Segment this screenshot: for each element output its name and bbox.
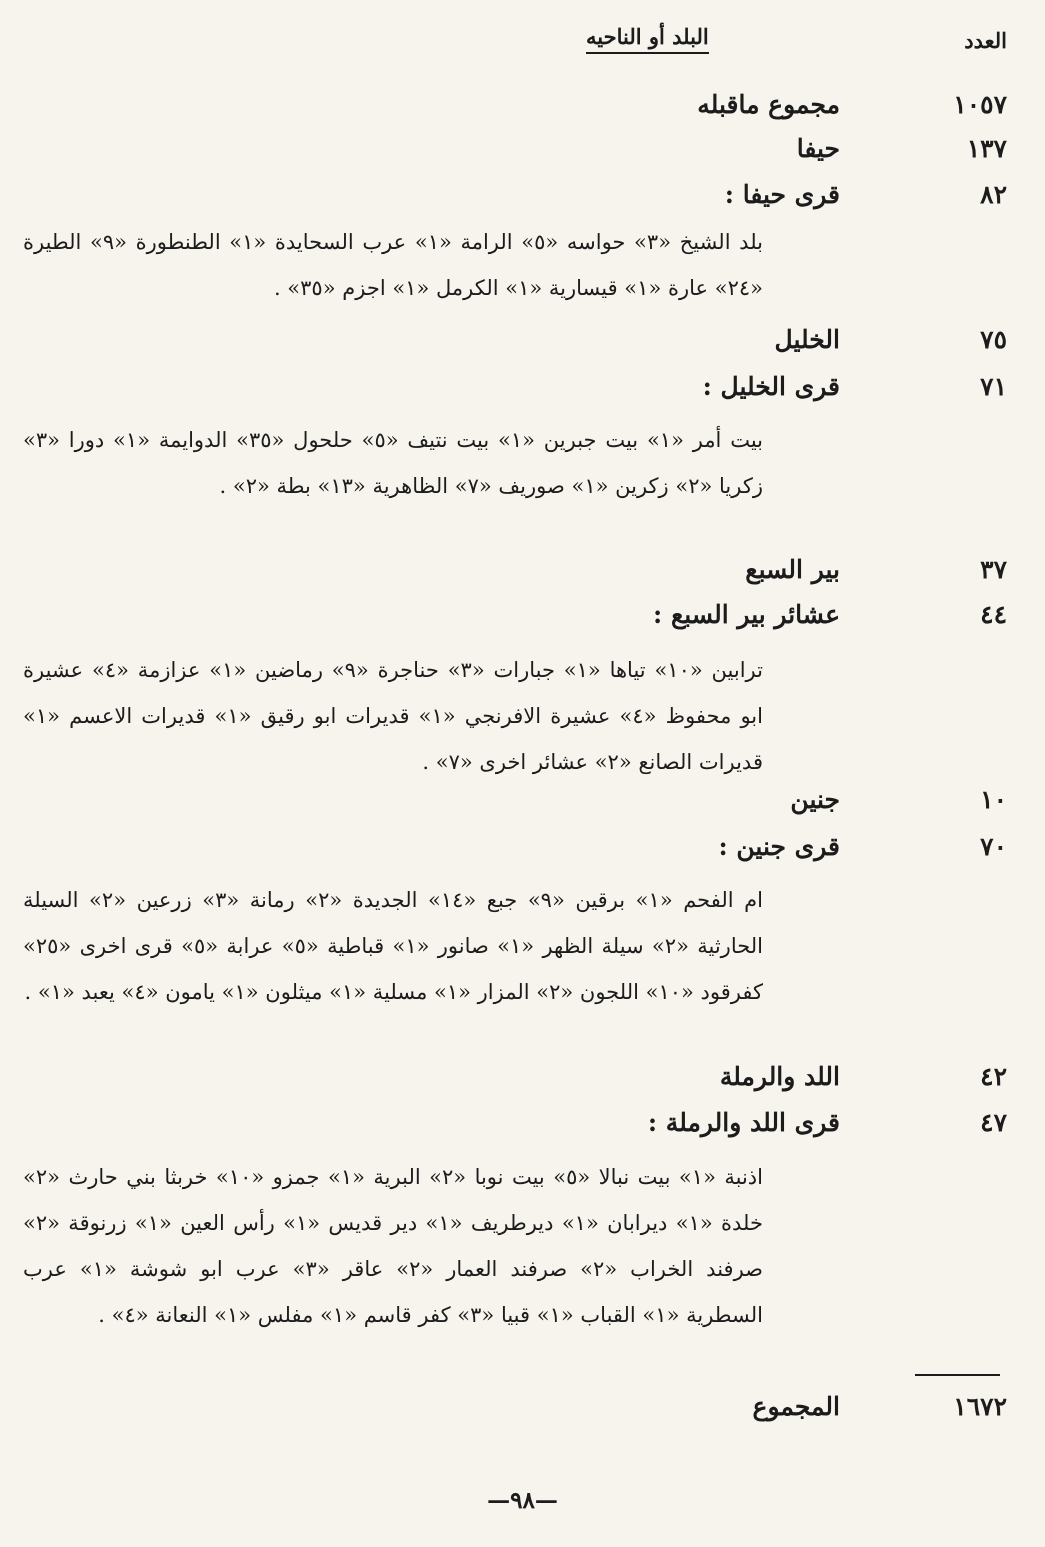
entry-row (0, 90, 1045, 130)
entry-count: ١٣٧ (966, 134, 1007, 163)
entry-row (0, 372, 1045, 412)
entry-label: اللد والرملة (719, 1062, 840, 1091)
entry-count: ٧١ (980, 372, 1007, 401)
total-count: ١٦٧٢ (953, 1392, 1007, 1421)
entry-count: ٤٧ (980, 1108, 1007, 1137)
tribes-paragraph: ترابين «١٠» تياها «١» جبارات «٣» حناجرة «٩» رماضين «١» عزازمة «٤» عشيرة ابو محفوظ «٤» عشيرة الافرنجي «١» قديرات ابو رقيق «١» قديرات الاعسم «١» قديرات الصانع «٢» عشائر اخرى «٧» . (23, 658, 763, 774)
column-header-count: العدد (964, 28, 1007, 53)
entry-count: ٣٧ (980, 555, 1007, 584)
villages-paragraph: ام الفحم «١» برقين «٩» جبع «١٤» الجديدة «٢» رمانة «٣» زرعين «٢» السيلة الحارثية «٢» سيلة الظهر «١» صانور «١» قباطية «٥» عرابة «٥» قرى اخرى «٢٥» كفرقود «١٠» اللجون «٢» المزار «١» مسلية «١» ميثلون «١» يامون «٤» يعبد «١» . (23, 888, 764, 1004)
entry-row (0, 134, 1045, 174)
entry-count: ١٠٥٧ (953, 90, 1007, 119)
entry-row (0, 600, 1045, 640)
entry-label: بير السبع (745, 555, 840, 584)
entry-row (0, 1062, 1045, 1102)
entry-label: الخليل (774, 325, 840, 354)
total-row (0, 1392, 1045, 1432)
villages-paragraph: اذنبة «١» بيت نبالا «٥» بيت نوبا «٢» البرية «١» جمزو «١٠» خربثا بني حارث «٢» خلدة «١» ديرابان «١» ديرطريف «١» دير قديس «١» رأس العين «١» زرنوقة «٢» صرفند الخراب «٢» صرفند العمار «٢» عاقر «٣» عرب ابو شوشة «١» عرب السطرية «١» القباب «١» قبيا «٣» كفر قاسم «١» مفلس «١» النعانة «٤» . (23, 1165, 763, 1327)
entry-row (0, 832, 1045, 872)
entry-label: قرى حيفا : (724, 180, 840, 209)
page-number: —٩٨— (487, 1487, 558, 1514)
entry-row (0, 180, 1045, 220)
entry-label: قرى الخليل : (702, 372, 840, 401)
entry-label: قرى جنين : (718, 832, 840, 861)
entry-count: ٤٤ (980, 600, 1007, 629)
entry-label: حيفا (796, 134, 840, 163)
entry-count: ٤٢ (980, 1062, 1007, 1091)
total-rule (915, 1374, 1000, 1376)
entry-label: عشائر بير السبع : (653, 600, 840, 629)
entry-count: ٧٥ (980, 325, 1007, 354)
total-label: المجموع (752, 1392, 840, 1421)
entry-row (0, 785, 1045, 825)
entry-row (0, 325, 1045, 365)
villages-paragraph: بيت أمر «١» بيت جبرين «١» بيت نتيف «٥» حلحول «٣٥» الدوايمة «١» دورا «٣» زكريا «٢» زكرين «١» صوريف «٧» الظاهرية «١٣» بطة «٢» . (23, 428, 763, 498)
entry-count: ١٠ (980, 785, 1007, 814)
entry-count: ٨٢ (980, 180, 1007, 209)
entry-count: ٧٠ (980, 832, 1007, 861)
entry-label: مجموع ماقبله (697, 90, 840, 119)
entry-label: قرى اللد والرملة : (647, 1108, 840, 1137)
entry-row (0, 1108, 1045, 1148)
villages-paragraph: بلد الشيخ «٣» حواسه «٥» الرامة «١» عرب السحايدة «١» الطنطورة «٩» الطيرة «٢٤» عارة «١» قيسارية «١» الكرمل «١» اجزم «٣٥» . (23, 230, 763, 300)
entry-row (0, 555, 1045, 595)
entry-label: جنين (790, 785, 840, 814)
column-header-place: البلد أو الناحيه (586, 24, 709, 54)
